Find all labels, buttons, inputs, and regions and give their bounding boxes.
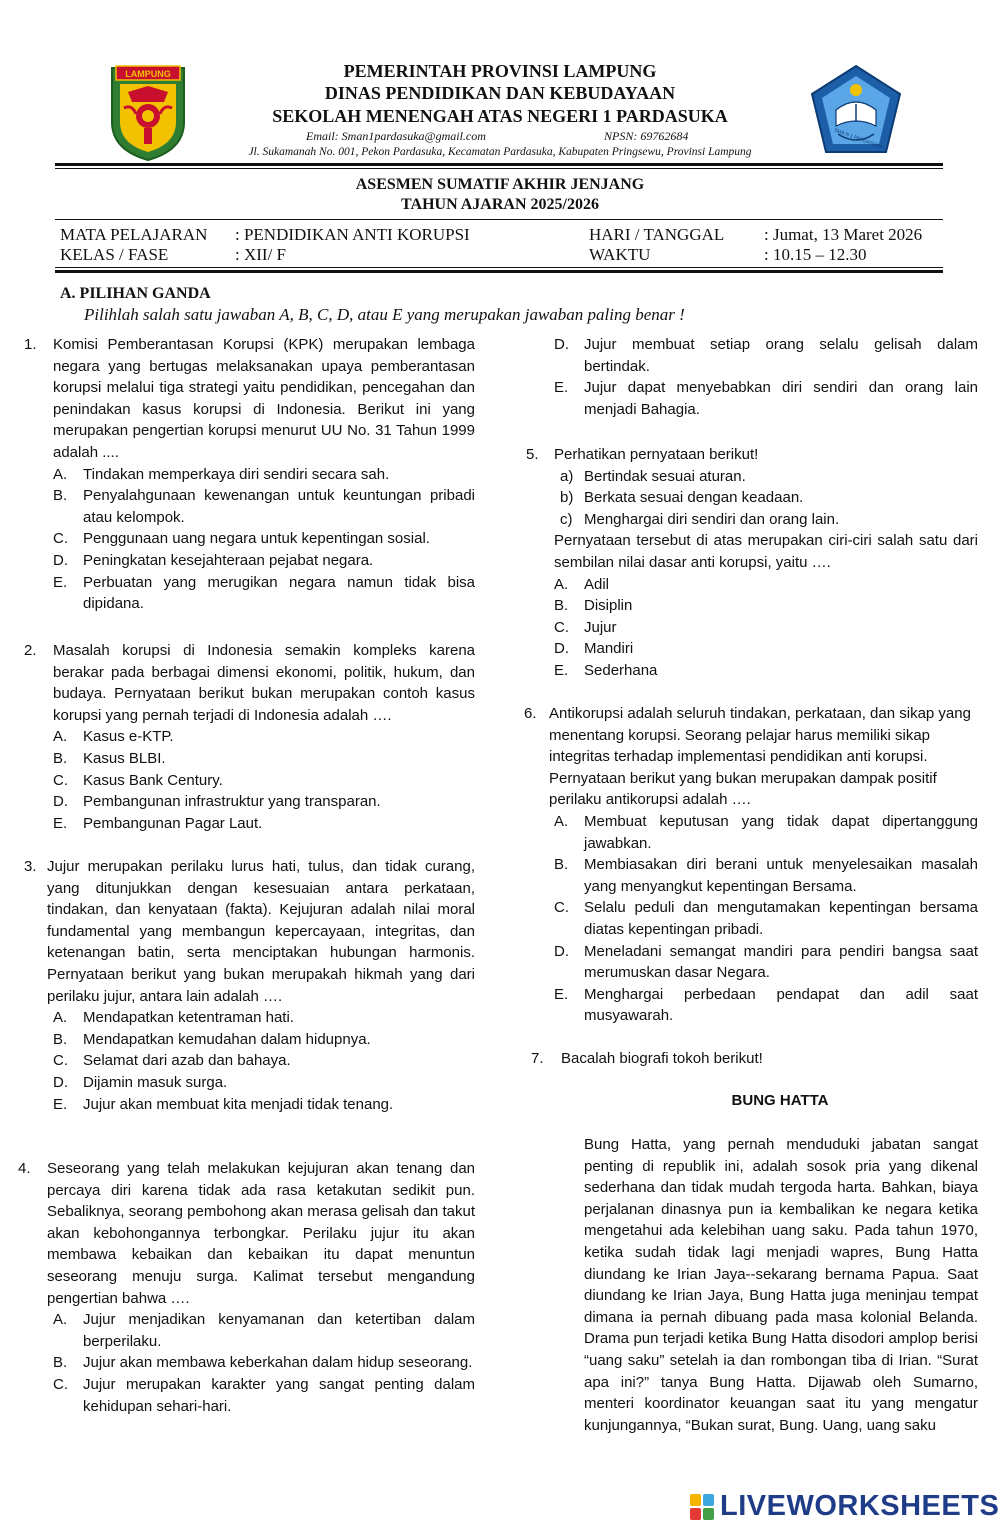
liveworksheets-icon bbox=[690, 1494, 716, 1522]
question-stem: Masalah korupsi di Indonesia semakin kompleks karena berakar pada berbagai dimensi ekonomi, politik, hukum, dan budaya. Pernyataan berikut bukan merupakan contoh kasus korupsi yang pernah terjadi di Indonesia adalah …. bbox=[53, 642, 475, 724]
day-label: HARI / TANGGAL bbox=[589, 225, 725, 244]
question-number: 1. bbox=[24, 336, 37, 353]
question-1 bbox=[24, 334, 475, 615]
header-line-2: DINAS PENDIDIKAN DAN KEBUDAYAAN bbox=[324, 83, 676, 103]
question-number: 3. bbox=[24, 858, 37, 875]
question-stem: Seseorang yang telah melakukan kejujuran akan tenang dan percaya diri karena tidak ada rasa ketakutan sedikit pun. Sebaliknya, seorang pembohong akan merasa gelisah dan takut akan kebohongannya terbongkar. Perilaku jujur itu akan membawa kebaikan dan kebaikan itu dapat menuntun seseorang menuju surga. Kalimat tersebut mengandung pengertian bahwa …. bbox=[47, 1160, 475, 1307]
exam-year: TAHUN AJARAN 2025/2026 bbox=[401, 196, 599, 213]
option-b[interactable]: B. Membiasakan diri berani untuk menyelesaikan masalah yang menyangkut kepentingan Bersama. bbox=[554, 856, 978, 895]
option-d[interactable]: D. Peningkatan kesejahteraan pejabat negara. bbox=[53, 551, 374, 569]
question-stem: Jujur merupakan perilaku lurus hati, tulus, dan tidak curang, yang ditunjukkan dengan kesesuaian antara perkataan, tindakan, dan kenyataan (fakta). Kejujuran adalah nilai moral fundamental yang membangun kepercayaan, integritas, dan ketenangan batin, serta menciptakan hubungan harmonis. Pernyataan berikut yang bukan merupakah hikmah yang dari perilaku jujur, antara lain adalah …. bbox=[47, 858, 475, 1005]
option-c[interactable]: C. Jujur bbox=[554, 618, 617, 636]
question-4-continued bbox=[554, 334, 978, 420]
liveworksheets-watermark bbox=[690, 1490, 1000, 1524]
option-e[interactable]: E. Menghargai perbedaan pendapat dan adil saat musyawarah. bbox=[554, 985, 978, 1025]
question-number: 4. bbox=[18, 1160, 31, 1177]
question-2 bbox=[24, 640, 475, 834]
option-c[interactable]: C. Selalu peduli dan mengutamakan kepentingan bersama diatas kepentingan pribadi. bbox=[554, 899, 978, 938]
statement-a: a) Bertindak sesuai aturan. bbox=[560, 467, 746, 485]
question-number: 2. bbox=[24, 642, 37, 659]
option-a[interactable]: A. Jujur menjadikan kenyamanan dan ketertiban dalam berperilaku. bbox=[53, 1311, 475, 1350]
option-b[interactable]: B. Penyalahgunaan kewenangan untuk keuntungan pribadi atau kelompok. bbox=[53, 487, 475, 526]
exam-title: ASESMEN SUMATIF AKHIR JENJANG bbox=[355, 176, 645, 193]
option-e[interactable]: E. Pembangunan Pagar Laut. bbox=[53, 814, 263, 832]
subject-label: MATA PELAJARAN bbox=[60, 225, 208, 244]
watermark-text: LIVEWORKSHEETS bbox=[720, 1490, 1000, 1522]
header-rule-thick bbox=[55, 163, 943, 166]
question-stem-2: Pernyataan tersebut di atas merupakan ciri-ciri salah satu dari sembilan nilai dasar anti korupsi, yaitu …. bbox=[554, 532, 978, 571]
question-6 bbox=[524, 703, 978, 1027]
section-title: A. PILIHAN GANDA bbox=[60, 285, 211, 302]
question-7 bbox=[531, 1048, 978, 1070]
day-value: : Jumat, 13 Maret 2026 bbox=[764, 225, 923, 244]
bio-title: BUNG HATTA bbox=[731, 1092, 829, 1109]
question-4 bbox=[18, 1158, 475, 1417]
option-d[interactable]: D. Pembangunan infrastruktur yang transparan. bbox=[53, 793, 381, 811]
school-email: Email: Sman1pardasuka@gmail.com bbox=[306, 129, 486, 143]
section-instruction: Pilihlah salah satu jawaban A, B, C, D, atau E yang merupakan jawaban paling benar ! bbox=[84, 305, 685, 324]
header-rule-thin bbox=[55, 168, 943, 169]
question-number: 7. bbox=[531, 1050, 544, 1067]
option-c[interactable]: C. Jujur merupakan karakter yang sangat penting dalam kehidupan sehari-hari. bbox=[53, 1375, 475, 1415]
question-stem: Perhatikan pernyataan berikut! bbox=[554, 446, 759, 463]
info-rule-bottom-thin bbox=[55, 267, 943, 268]
class-value: : XII/ F bbox=[235, 245, 286, 264]
subject-value: : PENDIDIKAN ANTI KORUPSI bbox=[235, 225, 470, 244]
option-a[interactable]: A. Kasus e-KTP. bbox=[53, 728, 174, 746]
option-b[interactable]: B. Disiplin bbox=[554, 597, 633, 615]
option-d[interactable]: D. Jujur membuat setiap orang selalu gelisah dalam bertindak. bbox=[554, 336, 978, 375]
option-c[interactable]: C. Selamat dari azab dan bahaya. bbox=[53, 1052, 291, 1070]
question-stem: Bacalah biografi tokoh berikut! bbox=[561, 1050, 763, 1067]
info-rule-bottom-thick bbox=[55, 270, 943, 273]
option-e[interactable]: E. Sederhana bbox=[554, 661, 658, 679]
question-stem: Komisi Pemberantasan Korupsi (KPK) merupakan lembaga negara yang bertugas melaksanakan upaya pemberantasan korupsi melalui tiga strategi yaitu pendidikan, pencegahan dan penindakan kasus korupsi di Indonesia. Berikut ini yang merupakan pengertian korupsi menurut UU No. 31 Tahun 1999 adalah .... bbox=[53, 336, 475, 461]
option-b[interactable]: B. Jujur akan membawa keberkahan dalam hidup seseorang. bbox=[53, 1354, 473, 1372]
option-a[interactable]: A. Membuat keputusan yang tidak dapat dipertanggung jawabkan. bbox=[554, 812, 978, 852]
option-e[interactable]: E. Jujur dapat menyebabkan diri sendiri dan orang lain menjadi Bahagia. bbox=[554, 379, 978, 418]
header-line-1: PEMERINTAH PROVINSI LAMPUNG bbox=[343, 61, 657, 81]
option-d[interactable]: D. Mandiri bbox=[554, 640, 634, 658]
question-number: 5. bbox=[526, 446, 539, 463]
time-label: WAKTU bbox=[589, 245, 651, 264]
question-stem: Antikorupsi adalah seluruh tindakan, perkataan, dan sikap yang menentang korupsi. Seorang pelajar harus memiliki sikap integritas terhadap implementasi pendidikan anti korupsi. Pernyataan berikut yang bukan merupakan dampak positif perilaku antikorupsi adalah …. bbox=[549, 705, 971, 809]
option-e[interactable]: E. Jujur akan membuat kita menjadi tidak tenang. bbox=[53, 1095, 394, 1113]
option-d[interactable]: D. Dijamin masuk surga. bbox=[53, 1073, 228, 1091]
option-b[interactable]: B. Kasus BLBI. bbox=[53, 749, 166, 767]
info-rule-top bbox=[55, 219, 943, 220]
question-5 bbox=[526, 444, 978, 682]
statement-c: c) Menghargai diri sendiri dan orang lain. bbox=[560, 510, 840, 528]
school-address: Jl. Sukamanah No. 001, Pekon Pardasuka, Kecamatan Pardasuka, Kabupaten Pringsewu, Provinsi Lampung bbox=[248, 146, 752, 158]
class-label: KELAS / FASE bbox=[60, 245, 169, 264]
question-3 bbox=[24, 856, 475, 1115]
option-c[interactable]: C. Penggunaan uang negara untuk kepentingan sosial. bbox=[53, 530, 430, 548]
option-d[interactable]: D. Meneladani semangat mandiri para pendiri bangsa saat merumuskan dasar Negara. bbox=[554, 942, 978, 982]
option-e[interactable]: E. Perbuatan yang merugikan negara namun tidak bisa dipidana. bbox=[53, 573, 475, 613]
option-a[interactable]: A. Mendapatkan ketentraman hati. bbox=[53, 1009, 294, 1027]
option-a[interactable]: A. Adil bbox=[554, 575, 610, 593]
bio-text: Bung Hatta, yang pernah menduduki jabatan sangat penting di republik ini, adalah sosok pria yang dikenal sederhana dan tidak mudah tergoda harta. Bahkan, biaya perjalanan dinasnya pun ia kembalikan ke negara ketika mengetahui ada kelebihan uang saku. Pada tahun 1970, ketika sudah tidak lagi menjadi wapres, Bung Hatta diundang ke Irian Jaya--sekarang bernama Papua. Saat diundang ke Irian Jaya, Bung Hatta juga meninjau tempat dimana ia pernah dibuang pada masa kolonial Belanda. Drama pun terjadi ketika Bung Hatta disodori amplop berisi “uang saku” setelah ia dan rombongan tiba di Irian. “Surat apa ini?” tanya Bung Hatta. Dijawab oleh Sumarno, menteri koordinator keuangan saat itu yang mengatur kunjungannya, “Bukan surat, Bung. Uang, uang saku bbox=[584, 1136, 978, 1434]
option-c[interactable]: C. Kasus Bank Century. bbox=[53, 771, 223, 789]
header-line-3: SEKOLAH MENENGAH ATAS NEGERI 1 PARDASUKA bbox=[272, 106, 728, 126]
school-npsn: NPSN: 69762684 bbox=[604, 129, 689, 143]
logo-left-text: LAMPUNG bbox=[125, 69, 171, 79]
logo-right-text: SMA N 1 PARDASUKA bbox=[833, 127, 884, 151]
option-a[interactable]: A. Tindakan memperkaya diri sendiri secara sah. bbox=[53, 465, 390, 483]
question-number: 6. bbox=[524, 705, 537, 722]
time-value: : 10.15 – 12.30 bbox=[764, 245, 867, 264]
statement-b: b) Berkata sesuai dengan keadaan. bbox=[560, 489, 804, 507]
option-b[interactable]: B. Mendapatkan kemudahan dalam hidupnya. bbox=[53, 1030, 371, 1048]
